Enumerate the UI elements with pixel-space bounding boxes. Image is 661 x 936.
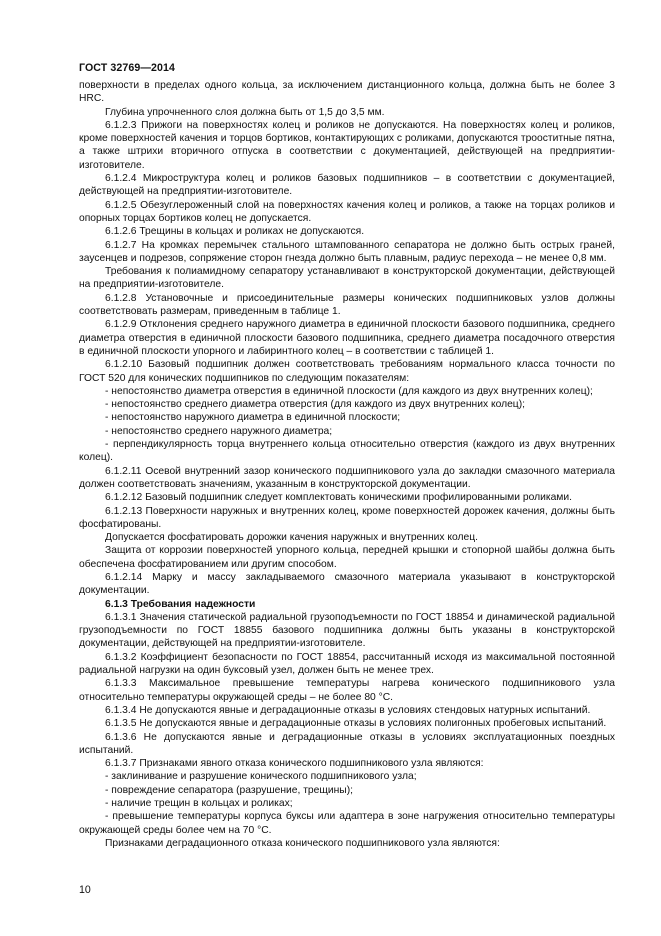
paragraph: Требования к полиамидному сепаратору устанавливают в конструкторской документации, действующей на предприятии-изготовителе. [79,266,615,291]
section-heading: 6.1.3 Требования надежности [105,598,256,610]
paragraph: - непостоянство среднего наружного диаметра; [105,425,333,437]
paragraph: 6.1.3.4 Не допускаются явные и деградационные отказы в условиях стендовых натурных испытаний. [105,704,591,716]
document-body [79,79,615,850]
paragraph: 6.1.2.8 Установочные и присоединительные размеры конических подшипниковых узлов должны соответствовать размерам, приведенным в таблице 1. [79,292,615,318]
paragraph: Защита от коррозии поверхностей упорного кольца, передней крышки и стопорной шайбы должна быть обеспечена фосфатированием или другим способом. [79,545,615,570]
paragraph: - превышение температуры корпуса буксы или адаптера в зоне нагружения относительно температуры окружающей среды более чем на 70 °С. [79,811,615,836]
paragraph: Допускается фосфатировать дорожки качения наружных и внутренних колец. [105,532,479,544]
paragraph: 6.1.2.11 Осевой внутренний зазор конического подшипникового узла до закладки смазочного материала должен соответствовать значениям, указанным в конструкторской документации. [79,465,615,490]
paragraph: - наличие трещин в кольцах и роликах; [105,798,293,810]
paragraph: 6.1.3.3 Максимальное превышение температуры нагрева конического подшипникового узла относительно температуры окружающей среды – не более 80 °С. [79,678,615,703]
paragraph: 6.1.2.13 Поверхности наружных и внутренних колец, кроме поверхностей дорожек качения, должны быть фосфатированы. [79,505,615,530]
paragraph: 6.1.3.6 Не допускаются явные и деградационные отказы в условиях эксплуатационных поездных испытаний. [79,731,615,756]
paragraph: поверхности в пределах одного кольца, за исключением дистанционного кольца, должна быть не более 3 HRC. [79,80,615,105]
paragraph: 6.1.2.5 Обезуглероженный слой на поверхностях качения колец и роликов, а также на торцах роликов и опорных торцах бортиков колец не допускается. [79,199,615,224]
paragraph: 6.1.2.12 Базовый подшипник следует комплектовать коническими профилированными роликами. [105,492,572,504]
paragraph: 6.1.2.4 Микроструктура колец и роликов базовых подшипников – в соответствии с документацией, действующей на предприятии-изготовителе. [79,173,615,198]
paragraph: Глубина упрочненного слоя должна быть от 1,5 до 3,5 мм. [105,106,385,118]
paragraph: 6.1.3.7 Признаками явного отказа конического подшипникового узла являются: [105,758,484,770]
paragraph: 6.1.2.3 Прижоги на поверхностях колец и роликов не допускаются. На поверхностях колец и роликов, кроме поверхностей качения и торцов бортиков, контактирующих с роликами, допускаются трооститные пятна, а также штрихи вторичного отпуска в соответствии с документацией, действующей на предприятии-изготовителе. [79,119,615,171]
paragraph: - непостоянство наружного диаметра в единичной плоскости; [105,412,401,424]
paragraph: - непостоянство среднего диаметра отверстия (для каждого из двух внутренних колец); [105,399,525,411]
page-number: 10 [79,884,91,896]
paragraph: 6.1.2.14 Марку и массу закладываемого смазочного материала указывают в конструкторской документации. [79,571,615,597]
paragraph: 6.1.3.1 Значения статической радиальной грузоподъемности по ГОСТ 18854 и динамической радиальной грузоподъемности по ГОСТ 18855 базового подшипника должны быть указаны в конструкторской документации, действующей на предприятии-изготовителе. [79,611,615,650]
paragraph: 6.1.2.10 Базовый подшипник должен соответствовать требованиям нормального класса точности по ГОСТ 520 для конических подшипников по следующим показателям: [79,359,615,384]
paragraph: - непостоянство диаметра отверстия в единичной плоскости (для каждого из двух внутренних колец); [105,385,593,397]
document-header: ГОСТ 32769—2014 [79,62,176,74]
paragraph: 6.1.2.6 Трещины в кольцах и роликах не допускаются. [105,226,365,238]
paragraph: 6.1.3.2 Коэффициент безопасности по ГОСТ 18854, рассчитанный исходя из максимальной постоянной радиальной нагрузки на один буксовый узел, должен быть не менее трех. [79,651,615,677]
paragraph: 6.1.2.7 На кромках перемычек стального штампованного сепаратора не должно быть острых граней, заусенцев и подрезов, сопряжение сторон гнезда должно быть плавным, радиус перехода – не менее 0,8 мм. [79,239,615,264]
paragraph: 6.1.2.9 Отклонения среднего наружного диаметра в единичной плоскости базового подшипника, среднего диаметра отверстия в единичной плоскости базового подшипника, среднего диаметра посадочного отверстия в единичной плоскости упорного и лабиринтного колец – в соответствии с таблицей 1. [79,319,615,357]
paragraph: 6.1.3.5 Не допускаются явные и деградационные отказы в условиях полигонных пробеговых испытаний. [105,718,607,730]
paragraph: - повреждение сепаратора (разрушение, трещины); [105,784,353,796]
paragraph: - заклинивание и разрушение конического подшипникового узла; [105,771,417,783]
paragraph: Признаками деградационного отказа конического подшипникового узла являются: [105,837,500,849]
paragraph: - перпендикулярность торца внутреннего кольца относительно отверстия (каждого из двух внутренних колец). [79,439,615,464]
